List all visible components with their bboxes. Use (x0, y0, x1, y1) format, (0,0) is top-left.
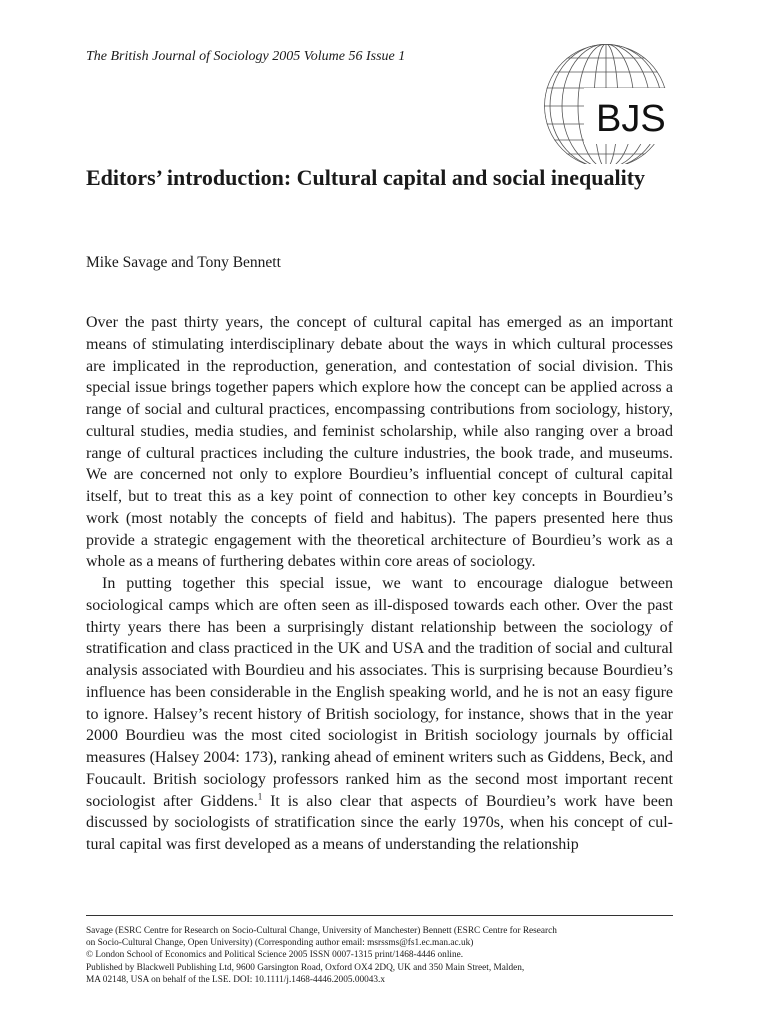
footnote-line: © London School of Economics and Political Science 2005 ISSN 0007-1315 print/1468-4446 online. (86, 950, 464, 961)
article-authors: Mike Savage and Tony Bennett (86, 254, 281, 271)
body-paragraph-1: Over the past thirty years, the concept of cultural capital has emerged as an important means of stimulating interdisciplinary debate about the ways in which cultural processes are implicated in the reproduction, generation, and contestation of social division. This special issue brings together papers which explore how the concept can be applied across a range of social and cultural practices, encompassing contributions from sociology, history, cultural studies, media studies, and feminist scholarship, while also ranging over a broad range of cultural practices including the culture industries, the book trade, and museums. We are concerned not only to explore Bourdieu’s influential concept of cultural capital itself, but to treat this as a key point of connection to other key concepts in Bourdieu’s work (most notably the concepts of field and habitus). The papers presented here thus provide a strategic engagement with the theoretical architecture of Bourdieu’s work as a whole as a means of furthering debates within core areas of sociology. (86, 314, 673, 571)
article-body (86, 312, 673, 856)
paragraph-2-text-a: In putting together this special issue, we want to encourage dialogue between sociological camps which are often seen as ill-disposed towards each other. Over the past thirty years there has been a surprisingly distant relationship between the sociology of stratification and class practiced in the UK and USA and the tradition of social and cultural analysis associated with Bourdieu and his associates. This is surprising because Bourdieu’s influence has been considerable in the English speaking world, and he is not an easy figure to ignore. Halsey’s recent history of British sociology, for instance, shows that in the year 2000 Bourdieu was the most cited sociologist in British sociology journals by official measures (Halsey 2004: 173), ranking ahead of eminent writers such as Giddens, Beck, and Foucault. British sociology professors ranked him as the second most important recent sociologist after Giddens. (86, 575, 673, 810)
body-paragraph-2 (86, 573, 673, 856)
footnote-marker[interactable]: 1 (257, 791, 263, 802)
logo-text: BJS (596, 98, 666, 140)
journal-header: The British Journal of Sociology 2005 Volume 56 Issue 1 (86, 49, 406, 64)
footnote-divider (86, 915, 673, 916)
bjs-globe-logo (536, 44, 676, 164)
footnote-line: Published by Blackwell Publishing Ltd, 9600 Garsington Road, Oxford OX4 2DQ, UK and 350 Main Street, Malden, (86, 962, 525, 973)
article-title: Editors’ introduction: Cultural capital and social inequality (86, 165, 646, 190)
paragraph-2-text-b: It is also clear that aspects of Bourdieu’s work have been discussed by sociologists of stratification since the early 1970s, when his concept of cultural capital was first developed as a means of understanding the relationship (86, 792, 674, 853)
footnote-block (86, 925, 686, 986)
footnote-line: MA 02148, USA on behalf of the LSE. DOI: 10.1111/j.1468-4446.2005.00043.x (86, 974, 386, 985)
footnote-line: Savage (ESRC Centre for Research on Socio-Cultural Change, University of Manchester) Bennett (ESRC Centre for Research (86, 926, 557, 936)
footnote-line: on Socio-Cultural Change, Open University) (Corresponding author email: msrssms@fs1.ec.man.ac.uk) (86, 938, 474, 949)
